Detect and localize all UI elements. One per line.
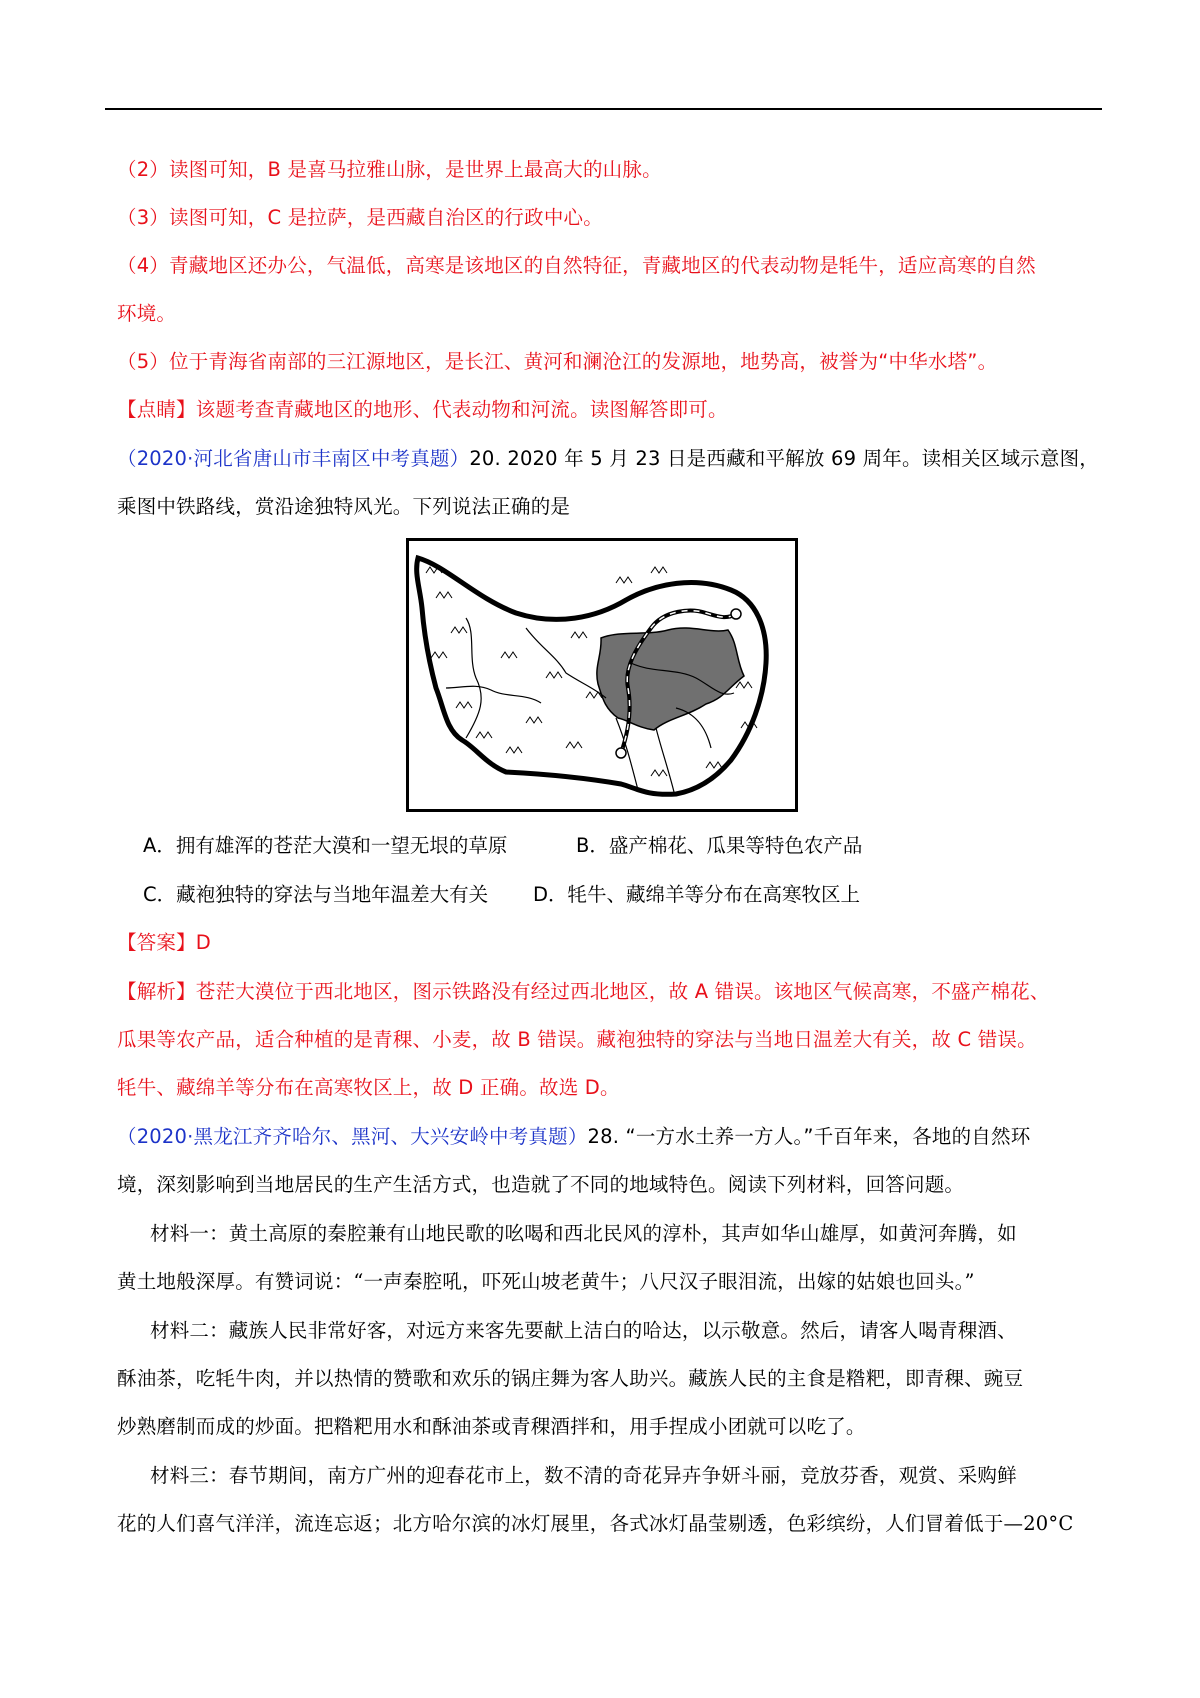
q20-option-c: C．藏袍独特的穿法与当地年温差大有关	[143, 883, 489, 906]
material-1-line2: 黄土地般深厚。有赞词说：“一声秦腔吼，吓死山坡老黄牛；八尺汉子眼泪流，出嫁的姑娘也回头。”	[117, 1270, 975, 1293]
q20-answer: 【答案】D	[117, 931, 212, 954]
q28-stem-line1	[117, 1121, 1030, 1153]
tibet-region-map	[406, 538, 798, 812]
answer-3: （3）读图可知，C 是拉萨，是西藏自治区的行政中心。	[117, 206, 603, 229]
material-1-line1: 材料一：黄土高原的秦腔兼有山地民歌的吆喝和西北民风的淳朴，其声如华山雄厚，如黄河奔腾，如	[150, 1222, 1017, 1245]
header-rule	[105, 108, 1102, 110]
q20-option-a: A．拥有雄浑的苍茫大漠和一望无垠的草原	[143, 834, 508, 857]
q28-stem-line2: 境，深刻影响到当地居民的生产生活方式，也造就了不同的地域特色。阅读下列材料，回答问题。	[117, 1173, 965, 1196]
answer-5: （5）位于青海省南部的三江源地区，是长江、黄河和澜沧江的发源地，地势高，被誉为“中华水塔”。	[117, 350, 998, 373]
dianjing-note: 【点睛】该题考查青藏地区的地形、代表动物和河流。读图解答即可。	[117, 398, 728, 421]
q20-analysis-line2: 瓜果等农产品，适合种植的是青稞、小麦，故 B 错误。藏袍独特的穿法与当地日温差大有关，故 C 错误。	[117, 1028, 1037, 1051]
material-2-line3: 炒熟磨制而成的炒面。把糌粑用水和酥油茶或青稞酒拌和，用手捏成小团就可以吃了。	[117, 1415, 866, 1438]
q20-stem-text: 20. 2020 年 5 月 23 日是西藏和平解放 69 周年。读相关区域示意图，	[469, 447, 1099, 470]
q20-analysis-line3: 牦牛、藏绵羊等分布在高寒牧区上，故 D 正确。故选 D。	[117, 1076, 620, 1099]
city-circle	[731, 609, 741, 619]
q28-source: （2020·黑龙江齐齐哈尔、黑河、大兴安岭中考真题）	[117, 1125, 588, 1148]
q20-option-d: D．牦牛、藏绵羊等分布在高寒牧区上	[533, 883, 861, 906]
q20-stem-line2: 乘图中铁路线，赏沿途独特风光。下列说法正确的是	[117, 495, 571, 518]
material-2-line1: 材料二：藏族人民非常好客，对远方来客先要献上洁白的哈达，以示敬意。然后，请客人喝青稞酒、	[150, 1319, 1017, 1342]
q20-analysis-line1: 【解析】苍茫大漠位于西北地区，图示铁路没有经过西北地区，故 A 错误。该地区气候高寒，不盛产棉花、	[117, 980, 1050, 1003]
answer-4-line1: （4）青藏地区还办公，气温低，高寒是该地区的自然特征，青藏地区的代表动物是牦牛，适应高寒的自然	[117, 254, 1036, 277]
q28-stem-text: 28. “一方水土养一方人。”千百年来，各地的自然环	[587, 1125, 1031, 1148]
material-2-line2: 酥油茶，吃牦牛肉，并以热情的赞歌和欢乐的锅庄舞为客人助兴。藏族人民的主食是糌粑，即青稞、豌豆	[117, 1367, 1024, 1390]
q20-source: （2020·河北省唐山市丰南区中考真题）	[117, 447, 470, 470]
city-circle	[616, 748, 626, 758]
q20-option-b: B．盛产棉花、瓜果等特色农产品	[576, 834, 863, 857]
q20-stem-line1	[117, 443, 1099, 475]
answer-2: （2）读图可知，B 是喜马拉雅山脉，是世界上最高大的山脉。	[117, 158, 662, 181]
material-3-line1: 材料三：春节期间，南方广州的迎春花市上，数不清的奇花异卉争妍斗丽，竞放芬香，观赏、采购鲜	[150, 1464, 1017, 1487]
material-3-line2: 花的人们喜气洋洋，流连忘返；北方哈尔滨的冰灯展里，各式冰灯晶莹剔透，色彩缤纷，人们冒着低于—20°C	[117, 1512, 1074, 1535]
answer-4-line2: 环境。	[117, 302, 177, 325]
